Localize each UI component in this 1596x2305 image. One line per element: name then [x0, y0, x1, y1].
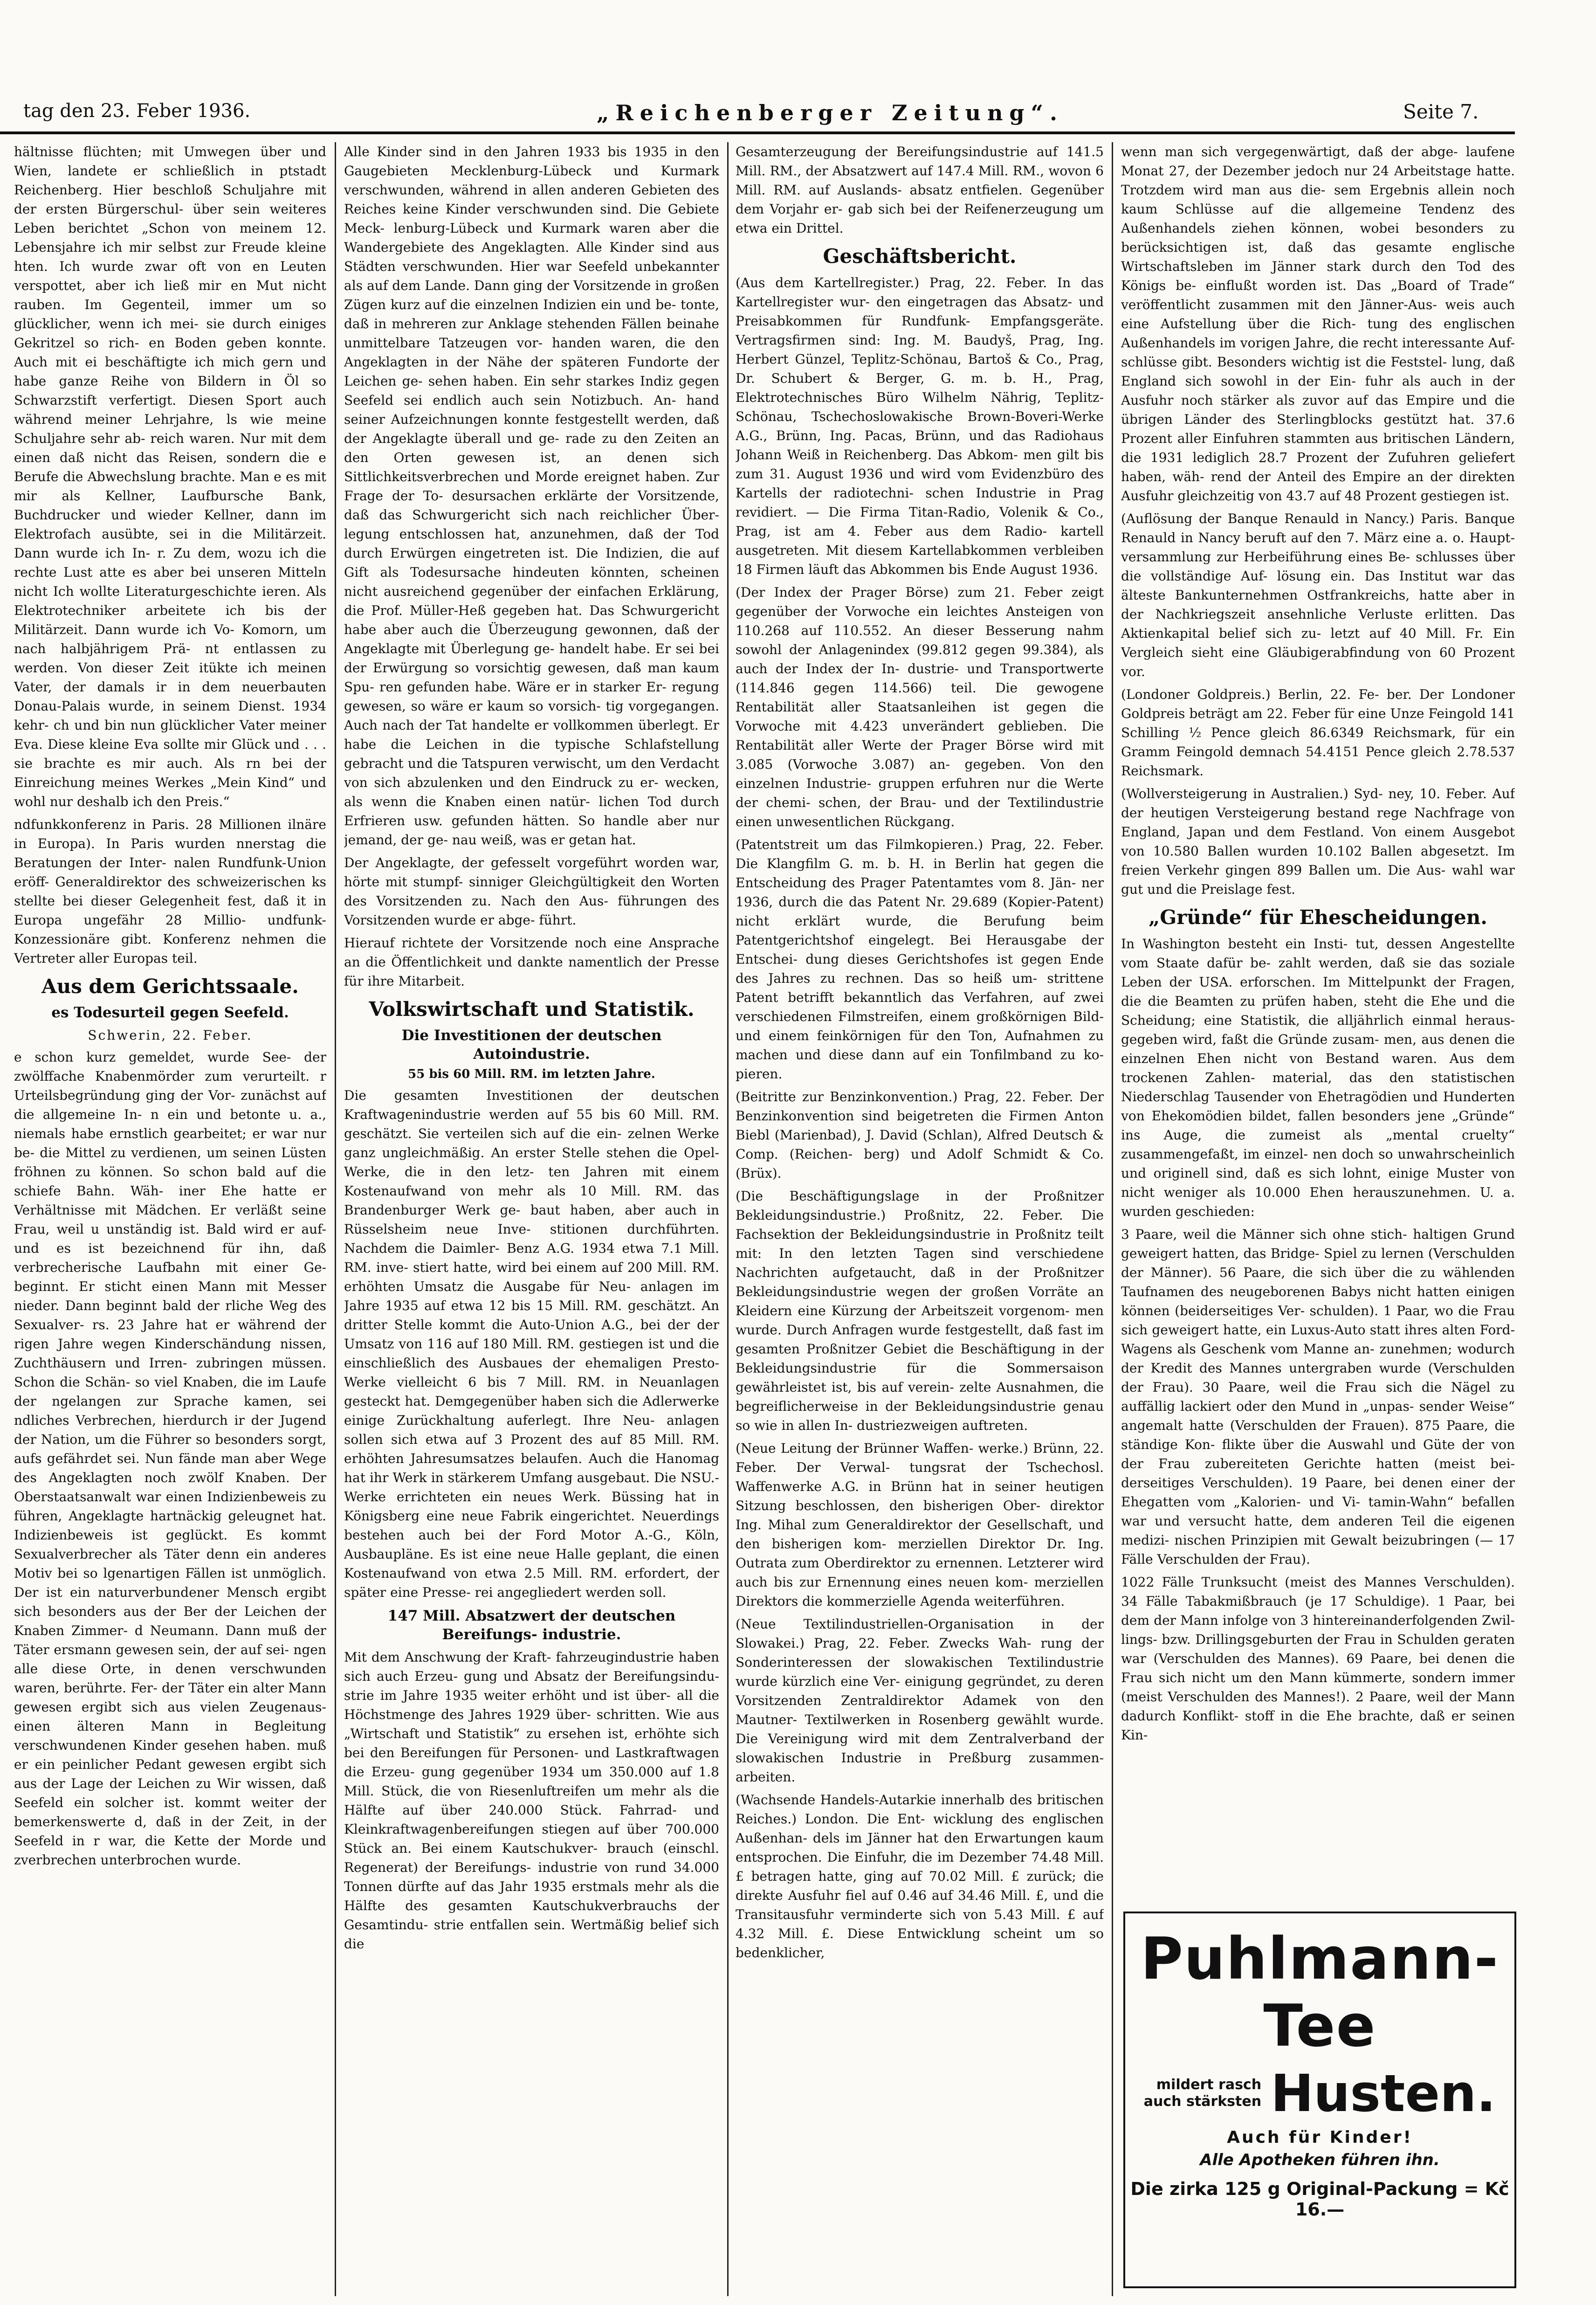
column-divider	[1112, 142, 1113, 2296]
article-paragraph: (Londoner Goldpreis.) Berlin, 22. Fe- ber. Der Londoner Goldpreis beträgt am 22. Feber für eine Unze Feingold 141 Schilling ½ Pence gleich 86.6349 Reichsmark, für ein Gramm Feingold demnach 54.4151 Pence gleich 2.78.537 Reichsmark.	[1121, 687, 1515, 779]
article-paragraph: Hierauf richtete der Vorsitzende noch eine Ansprache an die Öffentlichkeit und dankte namentlich der Presse für ihre Mitarbeit.	[344, 935, 719, 989]
section-heading: Geschäftsbericht.	[823, 245, 1017, 268]
article-paragraph: In Washington besteht ein Insti- tut, dessen Angestellte vom Staate dafür be- zahlt werden, daß sie das soziale Leben der USA. erforschen. Im Mittelpunkt der Fragen, die die Beamten zu prüfen haben, steht die Ehe und die Scheidung; eine Statistik, die alljährlich einmal heraus- gegeben wird, faßt die Gründe zusam- men, aus denen die einzelnen Ehen nicht von Bestand waren. Aus dem trockenen Zahlen- material, das den statistischen Niederschlag Tausender von Ehetragödien und Hunderten von Ehekomödien bildet, fallen besonders jene „Gründe“ ins Auge, die zumeist als „mental cruelty“ zusammengefaßt, im einzel- nen doch so unwahrscheinlich und originell sind, daß es sich lohnt, einige Muster von nicht weniger als 10.000 Ehen herauszunehmen. U. a. wurden geschieden:	[1121, 936, 1515, 1219]
ad-small-line: mildert rasch	[1156, 2077, 1262, 2093]
article-paragraph: (Patentstreit um das Filmkopieren.) Prag, 22. Feber. Die Klangfilm G. m. b. H. in Berlin hat gegen die Entscheidung des Prager Patentamtes vom 8. Jän- ner 1936, durch die das Patent Nr. 29.689 (Kopier-Patent) nicht erklärt wurde, die Berufung beim Patentgerichtshof eingelegt. Bei Herausgabe der Entschei- dung dieses Gerichtshofes ist gegen Ende des Jahres zu rechnen. Das so heiß um- strittene Patent betrifft bekanntlich das Verfahren, auf zwei verschiedenen Filmstreifen, einem großkörnigen Bild- und einem feinkörnigen für den Ton, Aufnahmen zu machen und diese dann auf ein Tonfilmband zu ko- pieren.	[736, 837, 1104, 1082]
column-2	[344, 142, 719, 2296]
article-paragraph: Mit dem Anschwung der Kraft- fahrzeugindustrie haben sich auch Erzeu- gung und Absatz der Bereifungsindu- strie im Jahre 1935 weiter erhöht und ist über- all die Höchstmenge des Jahres 1929 über- schritten. Wie aus „Wirtschaft und Statistik“ zu ersehen ist, erhöhte sich bei den Bereifungen für Personen- und Lastkraftwagen die Erzeu- gung gegenüber 1934 um 350.000 auf 1.8 Mill. Stück, die von Riesenluftreifen um mehr als die Hälfte auf über 240.000 Stück. Fahrrad- und Kleinkraftwagenbereifungen stiegen auf über 700.000 Stück an. Bei einem Kautschukver- brauch (einschl. Regenerat) der Bereifungs- industrie von rund 34.000 Tonnen dürfte auf das Jahr 1935 erstmals mehr als die Hälfte des gesamten Kautschukverbrauchs der Gesamtindu- strie entfallen sein. Wertmäßig belief sich die	[344, 1649, 719, 1952]
article-paragraph: wenn man sich vergegenwärtigt, daß der abge- laufene Monat 27, der Dezember jedoch nur 24 Arbeitstage hatte. Trotzdem wird man aus die- sem Ergebnis allein noch kaum Schlüsse auf die allgemeine Tendenz des Außenhandels ziehen können, wobei besonders zu berücksichtigen ist, daß das gesamte englische Wirtschaftsleben im Jänner stark durch den Tod des Königs be- einflußt worden ist. Das „Board of Trade“ veröffentlicht zusammen mit den Jänner-Aus- weis auch eine Aufstellung über die Rich- tung des englischen Außenhandels im vorigen Jahre, die recht interessante Auf- schlüsse gibt. Besonders wichtig ist die Feststel- lung, daß England sich sowohl in der Ein- fuhr als auch in der Ausfuhr noch stärker als zuvor auf das Empire und die übrigen Länder des Sterlingblocks gestützt hat. 37.6 Prozent aller Einfuhren stammten aus britischen Ländern, die 1931 lediglich 28.7 Prozent der Zufuhren geliefert haben, wäh- rend der Anteil des Empire an der direkten Ausfuhr gleichzeitig von 43.7 auf 48 Prozent gestiegen ist.	[1121, 144, 1515, 504]
article-paragraph: (Beitritte zur Benzinkonvention.) Prag, 22. Feber. Der Benzinkonvention sind beigetreten die Firmen Anton Biebl (Marienbad), J. David (Schlan), Alfred Deutsch & Comp. (Reichen- berg) und Adolf Schmidt & Co. (Brüx).	[736, 1089, 1104, 1181]
ad-slogan-row	[1125, 2063, 1514, 2123]
article-paragraph: hältnisse flüchten; mit Umwegen über und Wien, landete er schließlich in ptstadt Reichenberg. Hier beschloß Schuljahre mit der ersten Bürgerschul- über sein weiteres Leben berichtet „Schon von meinem 12. Lebensjahre ich mir selbst zur Freude kleine hten. Ich wurde zwar oft von en Leuten verspottet, aber ich ließ mir en Mut nicht rauben. Im Gegenteil, immer um so glücklicher, wenn ich mei- sie durch einiges Gekritzel so rich- en Boden geben konnte. Auch mit ei beschäftigte ich mich gern und habe ganze Reihe von Bildern in Öl so Schwarzstift verfertigt. Diesen Sport auch während meiner Lehrjahre, ls wie meine Schuljahre sehr ab- reich waren. Nur mit dem einen daß nicht das Reisen, sondern die e Berufe die Abwechslung brachte. Man e es mit mir als Kellner, Laufbursche Bank, Buchdrucker und wieder Kellner, dann im Elektrofach ausübte, sei in die Militärzeit. Dann wurde ich In- r. Zu dem, wozu ich die rechte Lust atte es aber bei unseren Mitteln nicht Ich wollte Literaturgeschichte ieren. Als Elektrotechniker arbeitete ich bis der Militärzeit. Dann wurde ich Vo- Komorn, um nach halbjährigem Prä- nt entlassen zu werden. Von dieser Zeit itükte ich meinen Vater, der damals ir in dem neuerbauten Donau-Palais wurde, in seinem Dienst. 1934 kehr- ch und bin nun glücklicher Vater meiner Eva. Diese kleine Eva sollte mir Glück und . . . sie brachte es mir auch. Als rn bei der Einreichung meines Werkes „Mein Kind“ und wohl nur deshalb ich den Preis.“	[14, 144, 326, 809]
advertisement-box	[1123, 1912, 1516, 2288]
article-paragraph: (Neue Leitung der Brünner Waffen- werke.) Brünn, 22. Feber. Der Verwal- tungsrat der Tschechosl. Waffenwerke A.G. in Brünn hat in seiner heutigen Sitzung beschlossen, den bisherigen Ober- direktor Ing. Mihal zum Generaldirektor der Gesellschaft, und den bisherigen kom- merziellen Direktor Dr. Ing. Outrata zum Oberdirektor zu ernennen. Letzterer wird auch bis zur Ernennung eines neuen kom- merziellen Direktors die kommerzielle Agenda weiterführen.	[736, 1441, 1104, 1609]
ad-apotheken: Alle Apotheken führen ihn.	[1200, 2151, 1440, 2169]
article-paragraph: Der Angeklagte, der gefesselt vorgeführt worden war, hörte mit stumpf- sinniger Gleichgültigkeit den Worten des Vorsitzenden zu. Nach den Aus- führungen des Vorsitzenden wurde er abge- führt.	[344, 855, 719, 928]
article-paragraph: e schon kurz gemeldet, wurde See- der zwölffache Knabenmörder zum verurteilt. r Urteilsbegründung ging der Vor- zunächst auf die allgemeine In- n ein und betonte u. a., niemals habe ernstlich gearbeitet; er war nur be- die Mittel zu verdienen, um seinen Lüsten fröhnen zu können. So schon bald auf die schiefe Bahn. Wäh- iner Ehe hatte er Verhältnisse mit Mädchen. Er verläßt seine Frau, weil u unständig ist. Bald wird er auf- und es ist bezeichnend für ihn, daß verbrecherische Laufbahn mit einer Ge- beginnt. Er sticht einen Mann mit Messer nieder. Dann beginnt bald der rliche Weg des Sexualver- rs. 23 Jahre hat er während der rigen Jahre wegen Kinderschändung nissen, Zuchthäusern und Irren- zubringen müssen. Schon die Schän- so viel Knaben, die im Laufe der ngelangen zur Sprache kamen, sei ndliches Verbrechen, hierdurch ir der Jugend der Nation, um die Führer so besonders sorgt, aufs gefährdet sei. Nun fände man aber Wege des Angeklagten noch zwölf Knaben. Der Oberstaatsanwalt war einen Indizienbeweis zu führen, Angeklagte hartnäckig geleugnet hat. Indizienbeweis ist geglückt. Es kommt Sexualverbrecher als Täter denn ein anderes Motiv bei so lgenartigen Fällen ist unmöglich. Der ist ein naturverbundener Mensch ergibt sich besonders aus der Ber der Leichen der Knaben Zimmer- d Neumann. Dann muß der Täter ersmann gewesen sein, der auf sei- ngen alle diese Orte, in denen verschwunden waren, berührte. Fer- der Täter ein alter Mann gewesen ergibt sich aus vielen Zeugenaus- einen älteren Mann in Begleitung verschwundenen Kinder gesehen haben. muß er ein peinlicher Pedant gewesen ergibt sich aus der Lage der Leichen zu Wir wissen, daß Seefeld ein solcher ist. kommt weiter der bemerkenswerte d, daß in der Zeit, in der Seefeld in r war, die Kette der Morde und zverbrechen unterbrochen wurde.	[14, 1049, 326, 1868]
article-paragraph: (Wachsende Handels-Autarkie innerhalb des britischen Reiches.) London. Die Ent- wicklung des englischen Außenhan- dels im Jänner hat den Erwartungen kaum entsprochen. Die Einfuhr, die im Dezember 74.48 Mill. £ betragen hatte, ging auf 70.02 Mill. £ zurück; die direkte Ausfuhr fiel auf 0.46 auf 34.46 Mill. £, und die Transitausfuhr verminderte sich von 5.43 Mill. £ auf 4.32 Mill. £. Diese Entwicklung scheint um so bedenklicher,	[736, 1792, 1104, 1960]
section-heading: Volkswirtschaft und Statistik.	[369, 998, 695, 1021]
article-paragraph: ndfunkkonferenz in Paris. 28 Millionen ilnäre in Europa). In Paris wurden nnerstag die Beratungen der Inter- nalen Rundfunk-Union eröff- Generaldirektor des schweizerischen ks stellte bei dieser Gelegenheit fest, daß it in Europa ungefähr 28 Millio- undfunk-Konzessionäre gibt. Konferenz nehmen die Vertreter aller Europas teil.	[14, 817, 326, 966]
ad-slogan-small	[1144, 2077, 1261, 2110]
ad-slogan-big: Husten.	[1271, 2063, 1496, 2123]
article-paragraph: Gesamterzeugung der Bereifungsindustrie auf 141.5 Mill. RM., der Absatzwert auf 147.4 Mill. RM., wovon 6 Mill. RM. auf Auslands- absatz entfielen. Gegenüber dem Vorjahr er- gab sich bei der Reifenerzeugung um etwa ein Drittel.	[736, 144, 1104, 236]
article-paragraph: (Auflösung der Banque Renauld in Nancy.) Paris. Banque Renauld in Nancy beruft auf den 7. März eine a. o. Haupt- versammlung zur Herbeiführung eines Be- schlusses über die vollständige Auf- lösung ein. Das Institut war das älteste Bankunternehmen Ostfrankreichs, hatte aber in der Nachkriegszeit ansehnliche Verluste erlitten. Das Aktienkapital belief sich zu- letzt auf 40 Mill. Fr. Ein Vergleich sieht eine Gläubigerabfindung von 60 Prozent vor.	[1121, 511, 1515, 679]
page-header	[0, 0, 1596, 140]
article-headline: es Todesurteil gegen Seefeld.	[51, 1004, 289, 1021]
ad-kinder: Auch für Kinder!	[1227, 2128, 1413, 2147]
header-date: tag den 23. Feber 1936.	[23, 100, 251, 122]
page-number: Seite 7.	[1403, 100, 1479, 123]
article-subheadline: 55 bis 60 Mill. RM. im letzten Jahre.	[408, 1067, 655, 1081]
column-4	[1121, 142, 1515, 1905]
ad-small-line: auch stärksten	[1143, 2093, 1262, 2110]
article-headline: „Gründe“ für Ehescheidungen.	[1149, 906, 1487, 929]
ad-brand: Puhlmann-Tee	[1141, 1925, 1499, 2060]
article-paragraph: Die gesamten Investitionen der deutschen Kraftwagenindustrie werden auf 55 bis 60 Mill. RM. geschätzt. Sie verteilen sich auf die ein- zelnen Werke ganz ungleichmäßig. An erster Stelle stehen die Opel-Werke, die in den letz- ten Jahren mit einem Kostenaufwand von mehr als 10 Mill. RM. das Brandenburger Werk ge- baut haben, aber auch in Rüsselsheim neue Inve- stitionen durchführten. Nachdem die Daimler- Benz A.G. 1934 etwa 7.1 Mill. RM. inve- stiert hatte, wird bei einem auf 200 Mill. RM. erhöhten Umsatz die Ausgabe für Neu- anlagen im Jahre 1935 auf etwa 12 bis 15 Mill. RM. geschätzt. An dritter Stelle kommt die Auto-Union A.G., bei der der Umsatz von 116 auf 180 Mill. RM. gestiegen ist und die einschließlich des Ausbaues der ehemaligen Presto-Werke vielleicht 6 bis 7 Mill. RM. in Neuanlagen gesteckt hat. Demgegenüber haben sich die Adlerwerke einige Zurückhaltung auferlegt. Ihre Neu- anlagen sollen sich etwa auf 3 Prozent des auf 85 Mill. RM. erhöhten Jahresumsatzes belaufen. Auch die Hanomag hat ihr Werk in stärkerem Umfang ausgebaut. Die NSU.-Werke errichteten ein neues Werk. Büssing hat in Königsberg eine neue Fabrik eingerichtet. Neuerdings bestehen auch bei der Ford Motor A.-G., Köln, Ausbaupläne. Es ist eine neue Halle geplant, die einen Kostenaufwand von etwa 2.5 Mill. RM. erfordert, der später eine Presse- rei angegliedert werden soll.	[344, 1088, 719, 1600]
section-heading: Aus dem Gerichtssaale.	[41, 975, 299, 998]
ad-price: Die zirka 125 g Original-Packung = Kč 16.—	[1130, 2179, 1509, 2220]
article-paragraph: (Neue Textilindustriellen-Organisation in der Slowakei.) Prag, 22. Feber. Zwecks Wah- rung der Sonderinteressen der slowakischen Textilindustrie wurde kürzlich eine Ver- einigung gegründet, zu deren Vorsitzenden Zentraldirektor Adamek von den Mautner- Textilwerken in Rosenberg gewählt wurde. Die Vereinigung wird mit dem Zentralverband der slowakischen Industrie in Preßburg zusammen- arbeiten.	[736, 1616, 1104, 1785]
header-rule	[0, 131, 1515, 134]
article-paragraph: (Die Beschäftigungslage in der Proßnitzer Bekleidungsindustrie.) Proßnitz, 22. Feber. Die Fachsektion der Bekleidungsindustrie in Proßnitz teilt mit: In den letzten Tagen sind verschiedene Nachrichten aufgetaucht, daß in der Proßnitzer Bekleidungsindustrie wegen der großen Vorräte an Kleidern eine Kürzung der Arbeitszeit vorgenom- men wurde. Durch Anfragen wurde festgestellt, daß fast im gesamten Proßnitzer Gebiet die Beschäftigung in der Bekleidungsindustrie für die Sommersaison gewährleistet ist, bis auf verein- zelte Ausnahmen, die begreiflicherweise in der Bekleidungsindustrie genau so wie in allen In- dustriezweigen auftreten.	[736, 1188, 1104, 1433]
column-divider	[727, 142, 729, 2296]
article-paragraph: 3 Paare, weil die Männer sich ohne stich- haltigen Grund geweigert hatten, das Bridge- Spiel zu lernen (Verschulden der Männer). 56 Paare, die sich über die zu wählenden Taufnamen des neugeborenen Babys nicht hatten einigen können (beiderseitiges Ver- schulden). 1 Paar, wo die Frau sich geweigert hatte, ein Luxus-Auto statt ihres alten Ford-Wagens als Geschenk vom Manne an- zunehmen; wodurch der Kredit des Mannes untergraben wurde (Verschulden der Frau). 30 Paare, weil die Frau sich die Nägel zu auffällig lackiert oder den Mund in „unpas- sender Weise“ angemalt hatte (Verschulden der Frauen). 875 Paare, die ständige Kon- flikte über die Auswahl und Güte der von der Frau zubereiteten Gerichte hatten (meist bei- derseitiges Verschulden). 19 Paare, bei denen einer der Ehegatten vom „Kalorien- und Vi- tamin-Wahn“ befallen war und versucht hatte, dem anderen Teil die eigenen medizi- nischen Prinzipien mit Gewalt beizubringen (— 17 Fälle Verschulden der Frau).	[1121, 1227, 1515, 1567]
article-headline: Die Investitionen der deutschen Autoindustrie.	[401, 1027, 662, 1063]
article-paragraph: (Aus dem Kartellregister.) Prag, 22. Feber. In das Kartellregister wur- den eingetragen das Absatz- und Preisabkommen für Rundfunk- Empfangsgeräte. Vertragsfirmen sind: Ing. M. Baudyš, Prag, Ing. Herbert Günzel, Teplitz-Schönau, Bartoš & Co., Prag, Dr. Schubert & Berger, G. m. b. H., Prag, Elektrotechnisches Büro Wilhelm Nährig, Teplitz-Schönau, Tschechoslowakische Brown-Boveri-Werke A.G., Brünn, Ing. Pacas, Brünn, und das Radiohaus Johann Weiß in Reichenberg. Das Abkom- men gilt bis zum 31. August 1936 und wird vom Evidenzbüro des Kartells der radiotechni- schen Industrie in Prag revidiert. — Die Firma Titan-Radio, Volenik & Co., Prag, ist am 4. Feber aus dem Radio- kartell ausgetreten. Mit diesem Kartellabkommen verbleiben 18 Firmen läuft das Abkommen bis Ende August 1936.	[736, 275, 1104, 577]
article-paragraph: (Der Index der Prager Börse) zum 21. Feber zeigt gegenüber der Vorwoche ein leichtes Ansteigen von 110.268 auf 110.552. An dieser Besserung nahm sowohl der Anlagenindex (99.812 gegen 99.384), als auch der Index der In- dustrie- und Transportwerte (114.846 gegen 114.566) teil. Die gewogene Rentabilität aller Staatsanleihen ist gegen die Vorwoche mit 4.423 unverändert geblieben. Die Rentabilität aller Werte der Prager Börse wird mit 3.085 (Vorwoche 3.087) an- gegeben. Von den einzelnen Industrie- gruppen erfuhren nur die Werte der chemi- schen, der Brau- und der Textilindustrie einen unwesentlichen Rückgang.	[736, 585, 1104, 829]
article-paragraph: Alle Kinder sind in den Jahren 1933 bis 1935 in den Gaugebieten Mecklenburg-Lübeck und Kurmark verschwunden, während in allen anderen Gebieten des Reiches keine Kinder verschwunden sind. Die Gebiete Meck- lenburg-Lübeck und Kurmark waren aber die Wandergebiete des Angeklagten. Alle Kinder sind aus Städten verschwunden. Hier war Seefeld unbekannter als auf dem Lande. Dann ging der Vorsitzende in großen Zügen kurz auf die einzelnen Indizien ein und be- tonte, daß in mehreren zur Anklage stehenden Fällen beinahe unmittelbare Tatzeugen vor- handen waren, die den Angeklagten in der Nähe der späteren Fundorte der Leichen ge- sehen haben. Ein sehr starkes Indiz gegen Seefeld sei endlich auch sein Notizbuch. An- hand seiner Aufzeichnungen konnte festgestellt werden, daß der Angeklagte überall und ge- rade zu den Zeiten an den Orten gewesen ist, an denen sich Sittlichkeitsverbrechen und Morde ereignet haben. Zur Frage der To- desursachen erklärte der Vorsitzende, daß das Schwurgericht sich nach reichlicher Über- legung entschlossen hat, anzunehmen, daß der Tod durch Erwürgen eingetreten ist. Die Indizien, die auf Gift als Todesursache hindeuten könnten, scheinen nicht ausreichend gegenüber der einfachen Erklärung, die Prof. Müller-Heß gegeben hat. Das Schwurgericht habe aber auch die Überzeugung gewonnen, daß der Angeklagte mit Überlegung ge- handelt habe. Er sei bei der Erwürgung so vorsichtig gewesen, daß man kaum Spu- ren gefunden habe. Wäre er in starker Er- regung gewesen, so wäre er kaum so vorsich- tig vorgegangen. Auch nach der Tat handelte er vollkommen überlegt. Er habe die Leichen in die typische Schlafstellung gebracht und die Tatspuren verwischt, um den Verdacht von sich abzulenken und den Eindruck zu er- wecken, als wenn die Knaben einen natür- lichen Tod durch Erfrieren usw. gefunden hätten. So handle aber nur jemand, der ge- nau weiß, was er getan hat.	[344, 144, 719, 848]
article-paragraph: (Wollversteigerung in Australien.) Syd- ney, 10. Feber. Auf der heutigen Versteigerung bestand rege Nachfrage von England, Japan und dem Festland. Von einem Ausgebot von 10.580 Ballen wurden 10.102 Ballen abgesetzt. Im freien Verkehr gingen 899 Ballen um. Die Aus- wahl war gut und die Preislage fest.	[1121, 786, 1515, 897]
article-headline: 147 Mill. Absatzwert der deutschen Bereifungs- industrie.	[387, 1608, 676, 1643]
column-divider	[335, 142, 336, 2296]
column-3	[736, 142, 1104, 2296]
newspaper-title: „Reichenberger Zeitung“.	[597, 100, 1064, 125]
column-1	[14, 142, 326, 2296]
article-paragraph: 1022 Fälle Trunksucht (meist des Mannes Verschulden). 34 Fälle Tabakmißbrauch (je 17 Schuldige). 1 Paar, bei dem der Mann infolge von 3 hintereinanderfolgenden Zwil- lings- bzw. Drillingsgeburten der Frau in Schulden geraten war (Verschulden des Mannes). 69 Paare, bei denen die Frau sich nicht um den Mann kümmerte, sondern immer (meist Verschulden des Mannes!). 2 Paare, weil der Mann dadurch Konflikt- stoff in die Ehe brachte, daß er seinen Kin-	[1121, 1574, 1515, 1743]
dateline: Schwerin, 22. Feber.	[88, 1028, 253, 1043]
